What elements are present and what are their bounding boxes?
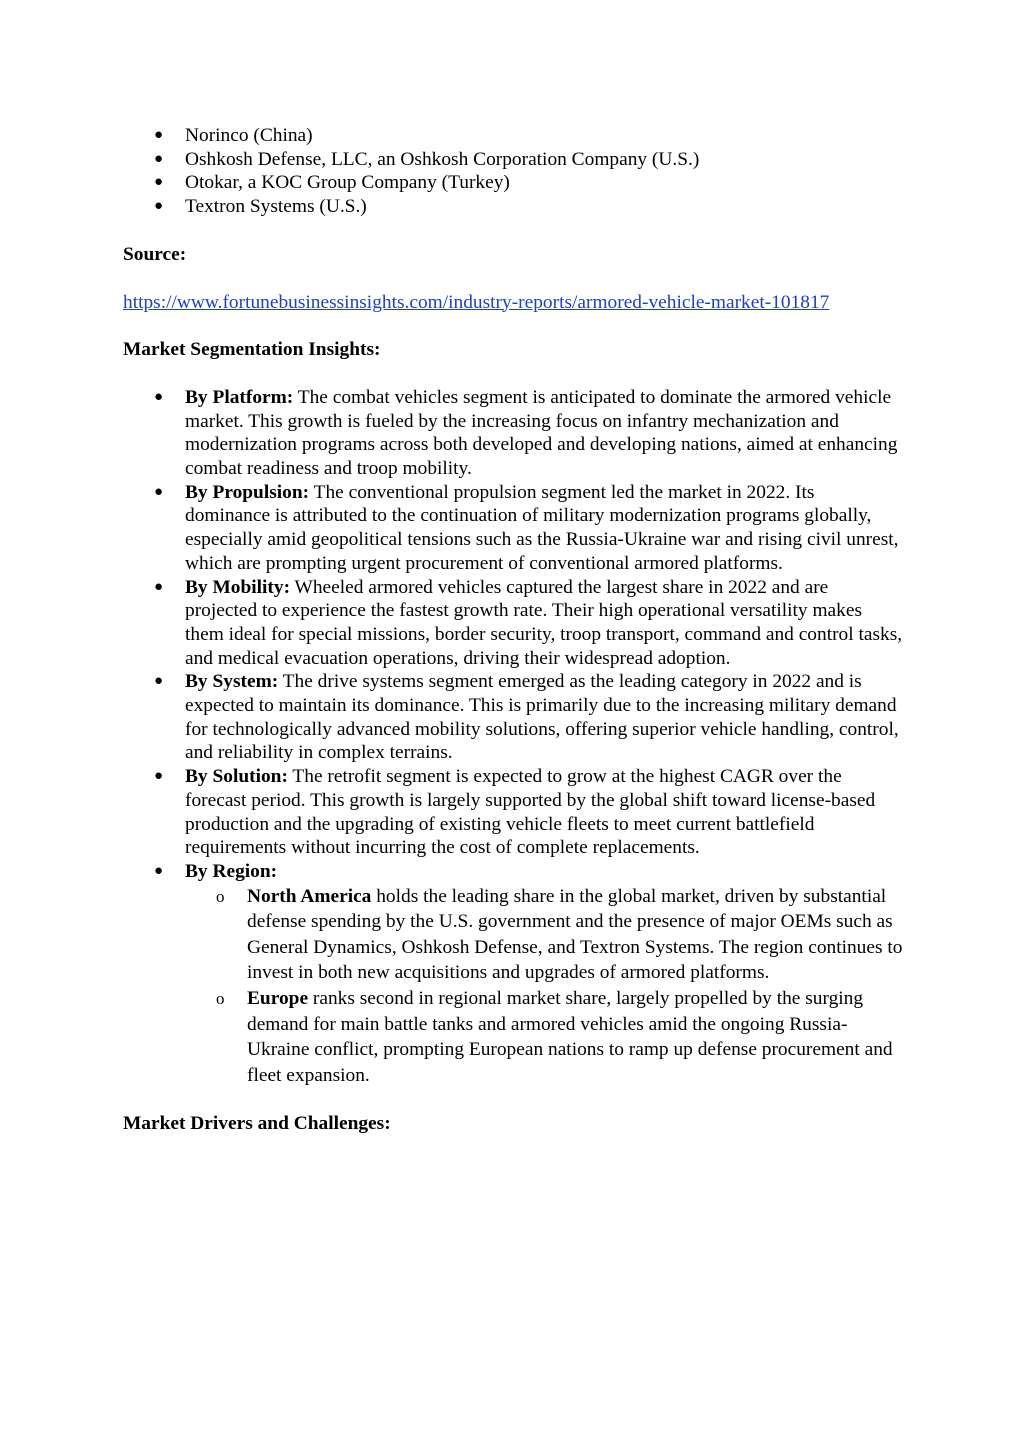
list-item: ● By Mobility: Wheeled armored vehicles captured the largest share in 2022 and are projected to experience the fastest growth rate. Their high operational versatility makes them ideal for special missions, border security, troop transport, command and control tasks, and medical evacuation operations, driving their widespread adoption. bbox=[154, 576, 903, 669]
circle-bullet-icon: o bbox=[216, 989, 225, 1009]
list-item: ● Norinco (China) bbox=[154, 125, 313, 146]
drivers-heading: Market Drivers and Challenges: bbox=[123, 1113, 391, 1135]
circle-bullet-icon: o bbox=[216, 886, 225, 906]
list-item-region: ● By Region: o North America holds the leading share in the global market, driven by substantial defense spending by the U.S. government and the presence of major OEMs such as General Dynamics, Oshkosh Defense, and Textron Systems. The region continues to invest in both new acquisitions and upgrades of armored platforms. o Europe ranks second in regional market share, largely propelled by the surging demand for main battle tanks and armored vehicles amid the ongoing Russia-Ukraine conflict, prompting European nations to ramp up defense procurement and fleet expansion. bbox=[123, 860, 903, 1088]
segmentation-list bbox=[123, 386, 903, 1089]
list-item: ● Textron Systems (U.S.) bbox=[154, 196, 367, 218]
bullet-icon: ● bbox=[154, 150, 164, 167]
bullet-icon: ● bbox=[154, 483, 164, 500]
region-list bbox=[185, 884, 903, 1089]
company-list bbox=[123, 124, 903, 219]
bullet-icon: ● bbox=[154, 862, 164, 879]
list-item: ● By Propulsion: The conventional propulsion segment led the market in 2022. Its dominance is attributed to the continuation of military modernization programs globally, especially amid geopolitical tensions such as the Russia-Ukraine war and rising civil unrest, which are prompting urgent procurement of conventional armored platforms. bbox=[154, 481, 899, 574]
bullet-icon: ● bbox=[154, 127, 164, 143]
list-item: ● By System: The drive systems segment emerged as the leading category in 2022 and is expected to maintain its dominance. This is primarily due to the increasing military demand for technologically advanced mobility solutions, offering superior vehicle handling, control, and reliability in complex terrains. bbox=[154, 671, 899, 764]
list-item: ● By Solution: The retrofit segment is expected to grow at the highest CAGR over the forecast period. This growth is largely supported by the global shift toward license-based production and the upgrading of existing vehicle fleets to meet current battlefield requirements without incurring the cost of complete replacements. bbox=[154, 766, 876, 859]
bullet-icon: ● bbox=[154, 174, 164, 191]
list-item: ● Oshkosh Defense, LLC, an Oshkosh Corporation Company (U.S.) bbox=[154, 148, 700, 170]
document-page bbox=[123, 124, 903, 1136]
list-item: o Europe ranks second in regional market share, largely propelled by the surging demand for main battle tanks and armored vehicles amid the ongoing Russia-Ukraine conflict, prompting European nations to ramp up defense procurement and fleet expansion. bbox=[216, 988, 893, 1086]
bullet-icon: ● bbox=[154, 673, 164, 690]
bullet-icon: ● bbox=[154, 198, 164, 215]
source-heading: Source: bbox=[123, 243, 187, 265]
list-item: ● Otokar, a KOC Group Company (Turkey) bbox=[154, 172, 510, 194]
list-item: ● By Platform: The combat vehicles segment is anticipated to dominate the armored vehicle market. This growth is fueled by the increasing focus on infantry mechanization and modernization programs across both developed and developing nations, aimed at enhancing combat readiness and troop mobility. bbox=[154, 386, 898, 480]
list-item: o North America holds the leading share in the global market, driven by substantial defense spending by the U.S. government and the presence of major OEMs such as General Dynamics, Oshkosh Defense, and Textron Systems. The region continues to invest in both new acquisitions and upgrades of armored platforms. bbox=[216, 885, 903, 984]
bullet-icon: ● bbox=[154, 768, 164, 785]
source-link-line bbox=[123, 291, 903, 315]
source-link[interactable]: https://www.fortunebusinessinsights.com/industry-reports/armored-vehicle-market-101817 bbox=[123, 291, 830, 313]
bullet-icon: ● bbox=[154, 388, 164, 405]
segmentation-heading: Market Segmentation Insights: bbox=[123, 339, 381, 361]
bullet-icon: ● bbox=[154, 578, 164, 595]
